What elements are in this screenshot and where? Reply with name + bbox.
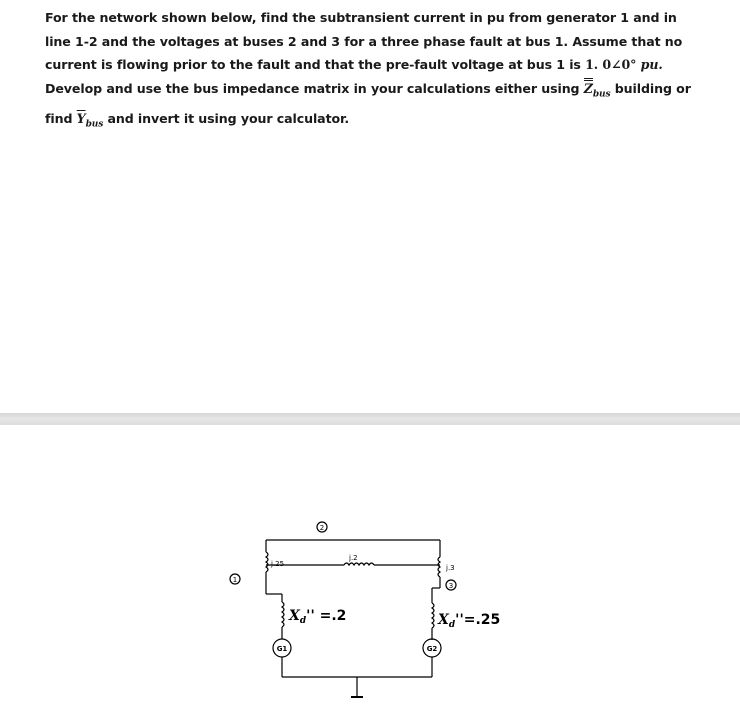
line23-reactance-label: j.2: [349, 554, 358, 562]
g1-reactance-subscript: d: [299, 616, 307, 626]
g2-reactance-label: [437, 612, 500, 630]
problem-line-3-text: current is flowing prior to the fault and that the pre-fault voltage at bus 1 is: [45, 57, 586, 73]
zbus-subscript: bus: [592, 89, 611, 100]
g2-reactance-subscript: d: [448, 620, 456, 630]
g1-reactance-label: [288, 608, 346, 626]
ybus-subscript: bus: [85, 119, 104, 130]
g2-reactance-symbol: X: [438, 612, 449, 628]
voltage-unit: pu.: [640, 57, 663, 73]
g1-reactance-symbol: X: [289, 608, 300, 624]
inductor-j25: [266, 552, 268, 572]
problem-line-4-text: Develop and use the bus impedance matrix in your calculations either using: [45, 80, 584, 96]
inductor-j2: [344, 563, 374, 565]
g2-reactance-value: ''=.25: [455, 612, 501, 628]
problem-line-2: line 1-2 and the voltages at buses 2 and 3 for a three phase fault at bus 1. Assume that no: [45, 33, 683, 49]
problem-line-5-tail: and invert it using your calculator.: [103, 110, 350, 126]
problem-line-4-tail: building or: [610, 80, 691, 96]
g2-reactance-coil: [432, 603, 434, 628]
problem-line-1: For the network shown below, find the subtransient current in pu from generator 1 and in: [45, 10, 677, 25]
line3-reactance-label: j.3: [446, 564, 455, 572]
g2-label: G2: [426, 645, 438, 653]
g1-reactance-value: '' =.2: [306, 608, 347, 624]
ybus-symbol: $\overline{Y}$: [76, 110, 86, 126]
bus1-label: 1: [232, 576, 238, 584]
line12-reactance-label: j.25: [271, 560, 285, 568]
inductor-j3: [438, 557, 440, 577]
g1-label: G1: [276, 645, 288, 653]
bus2-label: 2: [319, 524, 325, 532]
problem-line-5-head: find: [45, 110, 77, 126]
bus3-label: 3: [448, 582, 454, 590]
prefault-voltage: 1. 0∠0°: [585, 57, 637, 73]
zbus-symbol: Z: [584, 77, 593, 101]
g1-reactance-coil: [282, 602, 284, 627]
